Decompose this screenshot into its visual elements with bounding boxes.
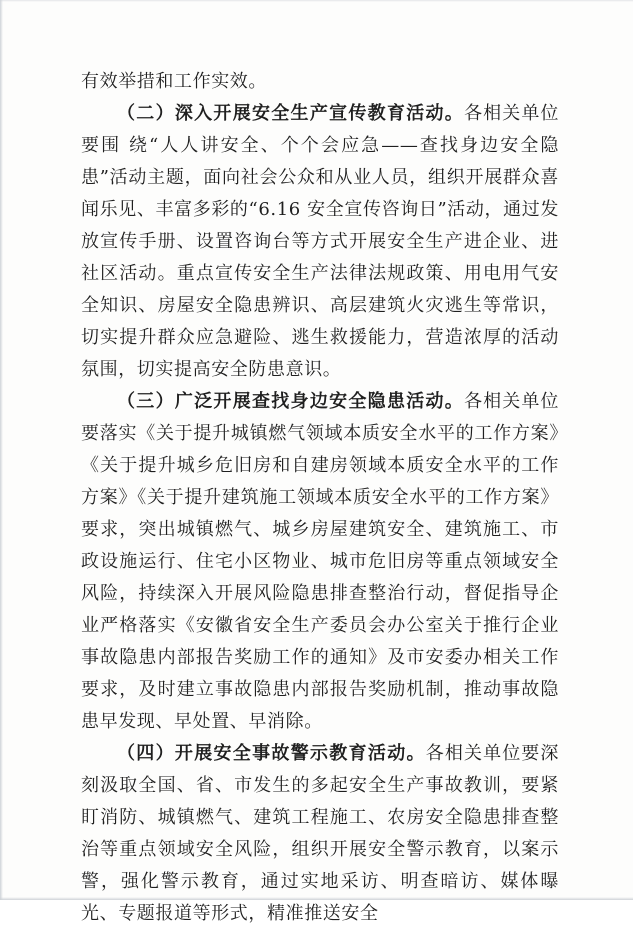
section-2-paragraph	[81, 98, 559, 386]
section-4-heading: （四）开展安全事故警示教育活动。	[117, 743, 426, 764]
section-4-paragraph	[81, 738, 559, 930]
section-3-paragraph	[81, 386, 559, 738]
section-2-heading: （二）深入开展安全生产宣传教育活动。	[117, 103, 465, 124]
scan-edge-top	[0, 0, 633, 2]
document-body	[81, 66, 559, 930]
scan-edge-left	[0, 0, 3, 900]
section-4-body: 各相关单位要深刻汲取全国、省、市发生的多起安全生产事故教训，要紧盯消防、城镇燃气、建筑工程施工、农房安全隐患排查整治等重点领域安全风险，组织开展安全警示教育，以案示警，强化警示教育，通过实地采访、明查暗访、媒体曝光、专题报道等形式，精准推送安全	[81, 743, 559, 924]
section-2-body: 各相关单位要围 绕“人人讲安全、个个会应急——查找身边安全隐患”活动主题，面向社会公众和从业人员，组织开展群众喜闻乐见、丰富多彩的“6.16 安全宣传咨询日”活动，通过发放宣传手册、设置咨询台等方式开展安全生产进企业、进社区活动。重点宣传安全生产法律法规政策、用电用气安全知识、房屋安全隐患辨识、高层建筑火灾逃生等常识，切实提升群众应急避险、逃生救援能力，营造浓厚的活动氛围，切实提高安全防患意识。	[81, 103, 560, 380]
section-3-body: 各相关单位要落实《关于提升城镇燃气领域本质安全水平的工作方案》《关于提升城乡危旧房和自建房领域本质安全水平的工作方案》《关于提升建筑施工领域本质安全水平的工作方案》要求，突出城镇燃气、城乡房屋建筑安全、建筑施工、市政设施运行、住宅小区物业、城市危旧房等重点领域安全风险，持续深入开展风险隐患排查整治行动，督促指导企业严格落实《安徽省安全生产委员会办公室关于推行企业事故隐患内部报告奖励工作的通知》及市安委办相关工作要求，及时建立事故隐患内部报告奖励机制，推动事故隐患早发现、早处置、早消除。	[81, 391, 560, 732]
continuation-paragraph	[81, 66, 559, 98]
section-3-heading: （三）广泛开展查找身边安全隐患活动。	[117, 391, 465, 412]
continuation-text: 有效举措和工作实效。	[81, 71, 267, 92]
